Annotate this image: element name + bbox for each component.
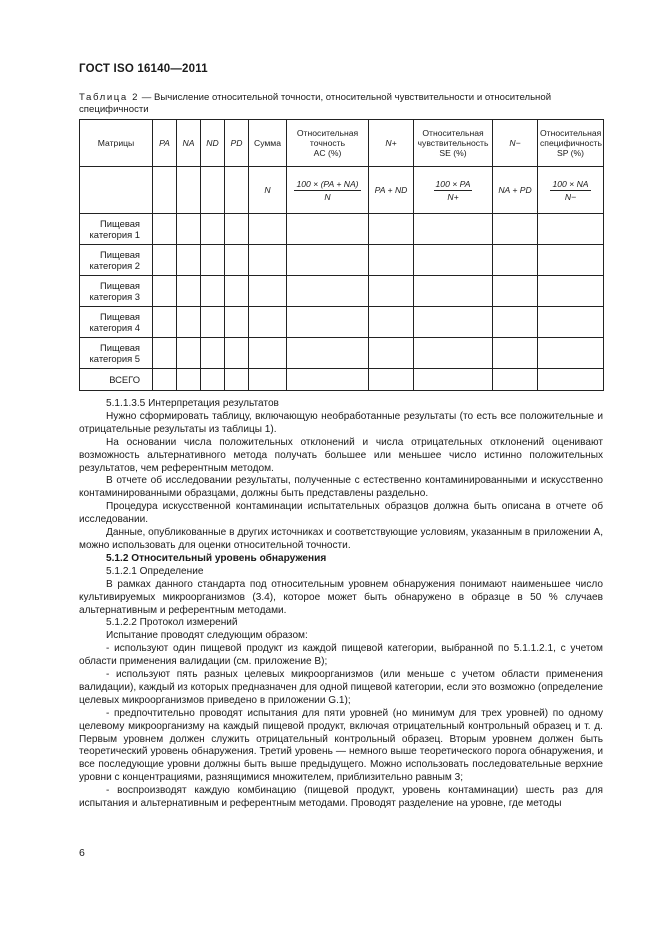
list-item: - предпочтительно проводят испытания для пяти уровней (но минимум для трех уровней) по одному целевому микроорганизму на каждый пищевой продукт, включая отрицательный контрольный образец и т. д. Первым уровнем должен служить отрицательный контрольный образец. Вторым уровнем должен быть теоретический уровень обнаружения. Третий уровень — немного выше теоретического порога обнаружения, и все последующие уровни должны быть выше предыдущего. Можно использовать последовательные верхние уровни с концентрациями, разнящимися множителем, приблизительно равным 3; bbox=[79, 707, 603, 784]
row-label: Пищевая категория 4 bbox=[80, 307, 153, 338]
body-text bbox=[79, 398, 603, 811]
col-n-minus: N− bbox=[493, 120, 538, 167]
row-label: Пищевая категория 2 bbox=[80, 245, 153, 276]
paragraph: В отчете об исследовании результаты, полученные с естественно контаминированными и искусственно контаминированными образцами, должны быть представлены раздельно. bbox=[79, 475, 603, 500]
col-se: Относительная чувствительность SE (%) bbox=[414, 120, 493, 167]
table-row bbox=[80, 338, 604, 369]
subsection-heading: 5.1.2.2 Протокол измерений bbox=[106, 617, 238, 629]
col-sp: Относительная специфичность SP (%) bbox=[538, 120, 604, 167]
document-header: ГОСТ ISO 16140—2011 bbox=[79, 63, 208, 75]
list-item: - воспроизводят каждую комбинацию (пищевой продукт, уровень контаминации) шесть раз для испытания и альтернативным и референтным методами. Проводят разделение на уровне, где методы bbox=[79, 785, 603, 810]
formula-se: $\frac{100 \times PA}{N+}$ bbox=[414, 167, 493, 214]
header-row bbox=[80, 120, 604, 167]
row-label: Пищевая категория 1 bbox=[80, 214, 153, 245]
col-ac: Относительная точность AC (%) bbox=[287, 120, 369, 167]
subsection-heading: 5.1.2.1 Определение bbox=[106, 565, 204, 577]
col-n-plus: N+ bbox=[369, 120, 414, 167]
section-heading: 5.1.2 Относительный уровень обнаружения bbox=[106, 552, 327, 564]
table-row bbox=[80, 307, 604, 338]
col-pd: PD bbox=[225, 120, 249, 167]
caption-label: Таблица 2 bbox=[79, 92, 140, 103]
paragraph: Данные, опубликованные в других источниках и соответствующие условиям, указанным в приложении А, можно использовать для оценки относительной точности. bbox=[79, 527, 603, 551]
subsection-heading: 5.1.1.3.5 Интерпретация результатов bbox=[106, 398, 279, 409]
caption-text: — Вычисление относительной точности, относительной чувствительности и относительной специфичности bbox=[79, 92, 552, 115]
formula-n-minus: NA + PD bbox=[493, 167, 538, 214]
paragraph: Процедура искусственной контаминации испытательных образцов должна быть описана в отчете об исследовании. bbox=[79, 501, 603, 526]
paragraph: Испытание проводят следующим образом: bbox=[106, 630, 308, 642]
col-pa: PA bbox=[153, 120, 177, 167]
page-number: 6 bbox=[79, 847, 85, 859]
table-caption bbox=[79, 92, 603, 116]
formula-n-plus: PA + ND bbox=[369, 167, 414, 214]
col-matrices: Матрицы bbox=[80, 120, 153, 167]
list-item: - используют пять разных целевых микроорганизмов (или меньше с учетом области применения валидации), каждый из которых предназначен для одной пищевой категории, если это возможно (определение целевых микроорганизмов приведено в приложении G.1); bbox=[79, 669, 603, 706]
table-row bbox=[80, 276, 604, 307]
table-row bbox=[80, 245, 604, 276]
total-label: ВСЕГО bbox=[80, 369, 153, 391]
col-nd: ND bbox=[201, 120, 225, 167]
paragraph: Нужно сформировать таблицу, включающую необработанные результаты (то есть все положительные и отрицательные результаты из таблицы 1). bbox=[79, 410, 603, 435]
row-label: Пищевая категория 5 bbox=[80, 338, 153, 369]
formula-row bbox=[80, 167, 604, 214]
row-label: Пищевая категория 3 bbox=[80, 276, 153, 307]
table-row bbox=[80, 214, 604, 245]
formula-ac: $\frac{100 \times (PA + NA)}{N}$ bbox=[287, 167, 369, 214]
col-na: NA bbox=[177, 120, 201, 167]
formula-sp: $\frac{100 \times NA}{N-}$ bbox=[538, 167, 604, 214]
formula-sum: N bbox=[249, 167, 287, 214]
paragraph: В рамках данного стандарта под относительным уровнем обнаружения понимают наименьшее число культивируемых микроорганизмов (3.4), которое может быть обнаружено в образце в 50 % случаев альтернативным и референтным методами. bbox=[79, 578, 603, 616]
results-table bbox=[79, 119, 604, 391]
list-item: - используют один пищевой продукт из каждой пищевой категории, выбранной по 5.1.1.2.1, с учетом области применения валидации (см. приложение В); bbox=[79, 643, 603, 668]
total-row bbox=[80, 369, 604, 391]
paragraph: На основании числа положительных отклонений и числа отрицательных отклонений оценивают возможность альтернативного метода получать большее или меньшее число истинно положительных результатов, чем референтным методом. bbox=[79, 436, 603, 474]
col-sum: Сумма bbox=[249, 120, 287, 167]
